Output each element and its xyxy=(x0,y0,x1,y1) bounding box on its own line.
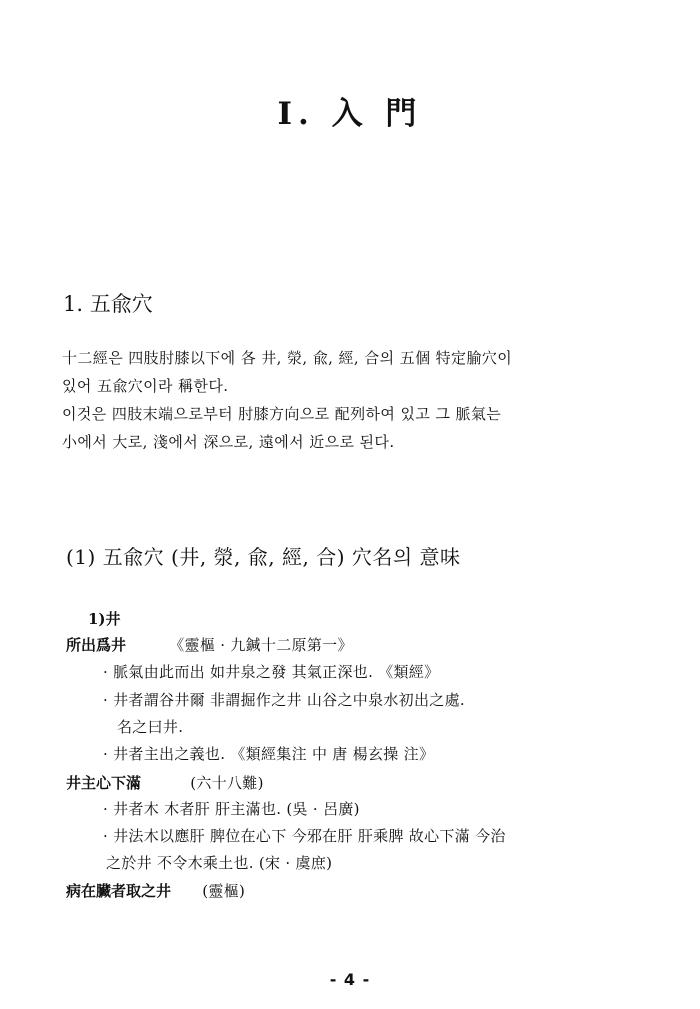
quote-line: 名之曰井. xyxy=(117,718,184,736)
source-citation: (六十八難) xyxy=(190,774,264,792)
subsection-heading: (1) 五兪穴 (井, 滎, 兪, 經, 合) 穴名의 意味 xyxy=(66,545,461,569)
section-heading: 1. 五兪穴 xyxy=(63,292,153,316)
quote-line: · 井者主出之義也. 《類經集注 中 唐 楊玄操 注》 xyxy=(103,745,435,763)
intro-line: 小에서 大로, 淺에서 深으로, 遠에서 近으로 된다. xyxy=(62,433,395,451)
sub-label-jing: 1)井 xyxy=(88,610,121,628)
quote-line: 之於井 不令木乘土也. (宋 · 虞庶) xyxy=(106,854,333,872)
intro-line: 있어 五兪穴이라 稱한다. xyxy=(62,377,229,395)
chapter-title: I. 入 門 xyxy=(277,96,423,132)
source-heading-text: 病在臟者取之井 xyxy=(66,882,172,900)
source-heading xyxy=(66,880,245,901)
quote-line: · 井者謂谷井爾 非謂掘作之井 山谷之中泉水初出之處. xyxy=(103,691,465,709)
quote-line: · 井者木 木者肝 肝主滿也. (吳 · 呂廣) xyxy=(103,800,360,818)
quote-line: · 井法木以應肝 脾位在心下 今邪在肝 肝乘脾 故心下滿 今治 xyxy=(103,827,506,845)
intro-line: 이것은 四肢末端으로부터 肘膝方向으로 配列하여 있고 그 脈氣는 xyxy=(62,405,502,423)
source-citation: (靈樞) xyxy=(202,882,246,900)
source-heading-text: 所出爲井 xyxy=(66,636,127,654)
intro-line: 十二經은 四肢肘膝以下에 各 井, 滎, 兪, 經, 合의 五個 特定腧穴이 xyxy=(62,349,513,367)
source-heading xyxy=(66,634,353,655)
page-number: - 4 - xyxy=(329,970,371,989)
source-heading xyxy=(66,772,264,793)
quote-line: · 脈氣由此而出 如井泉之發 其氣正深也. 《類經》 xyxy=(103,663,440,681)
source-citation: 《靈樞 · 九鍼十二原第一》 xyxy=(169,636,353,654)
source-heading-text: 井主心下滿 xyxy=(66,774,142,792)
